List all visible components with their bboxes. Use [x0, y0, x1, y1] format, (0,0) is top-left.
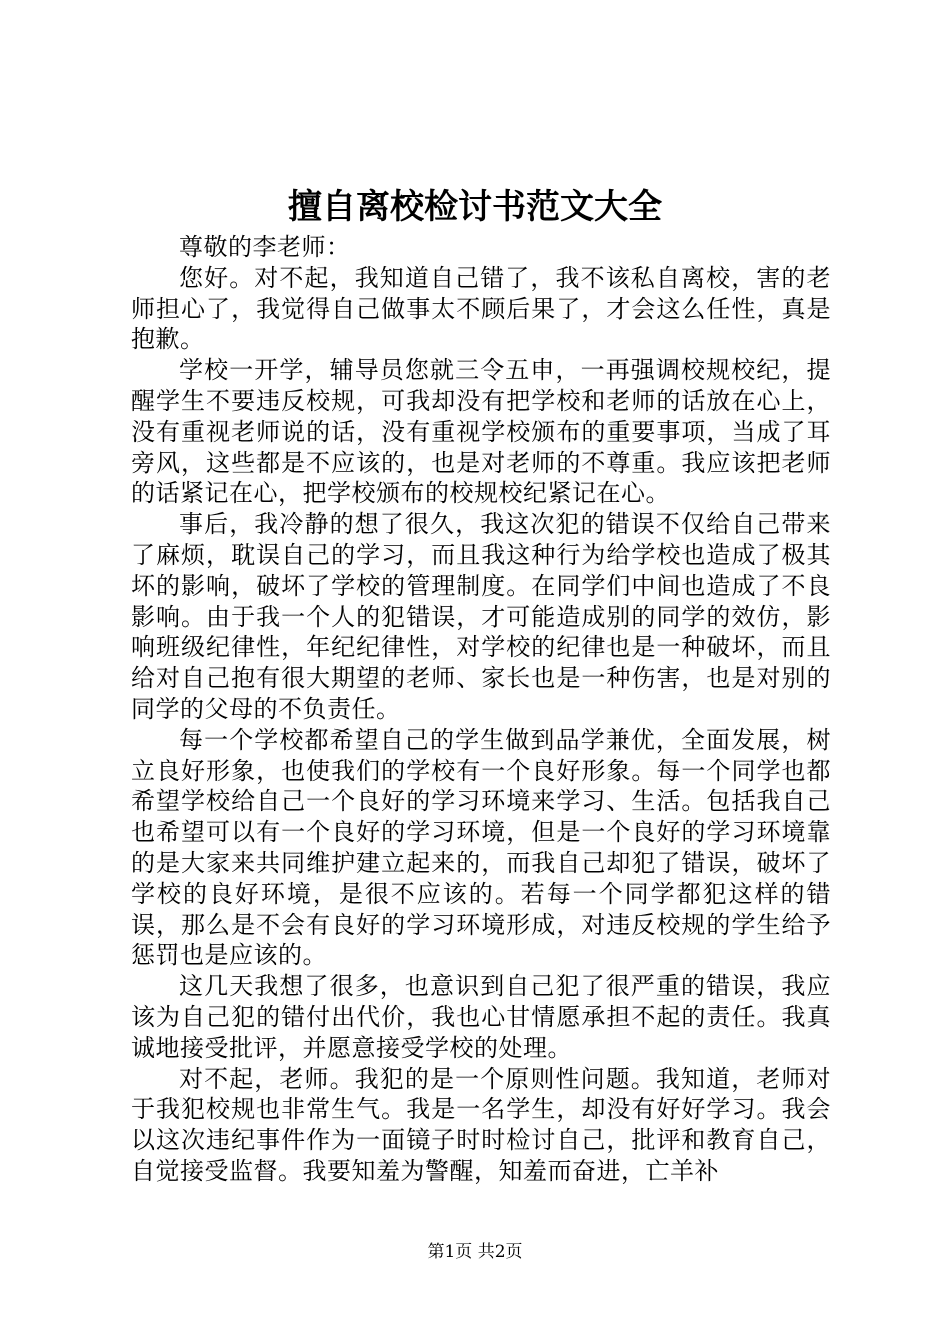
paragraph: 每一个学校都希望自己的学生做到品学兼优，全面发展，树立良好形象，也使我们的学校有一个良好形象。每一个同学也都希望学校给自己一个良好的学习环境来学习、生活。包括我自己也希望可以有一个良好的学习环境，但是一个良好的学习环境靠的是大家来共同维护建立起来的，而我自己却犯了错误，破坏了学校的良好环境，是很不应该的。若每一个同学都犯这样的错误，那么是不会有良好的学习环境形成，对违反校规的学生给予惩罚也是应该的。: [131, 725, 831, 970]
paragraph: 这几天我想了很多，也意识到自己犯了很严重的错误，我应该为自己犯的错付出代价，我也心甘情愿承担不起的责任。我真诚地接受批评，并愿意接受学校的处理。: [131, 972, 831, 1062]
salutation: 尊敬的李老师：: [179, 233, 351, 261]
page-number-footer: 第1页 共2页: [427, 1242, 523, 1262]
paragraph: 学校一开学，辅导员您就三令五申，一再强调校规校纪，提醒学生不要违反校规，可我却没有把学校和老师的话放在心上，没有重视老师说的话，没有重视学校颁布的重要事项，当成了耳旁风，这些都是不应该的，也是对老师的不尊重。我应该把老师的话紧记在心，把学校颁布的校规校纪紧记在心。: [131, 356, 831, 508]
document-body: [131, 232, 831, 1187]
paragraph: 对不起，老师。我犯的是一个原则性问题。我知道，老师对于我犯校规也非常生气。我是一名学生，却没有好好学习。我会以这次违纪事件作为一面镜子时时检讨自己，批评和教育自己，自觉接受监督。我要知羞为警醒，知羞而奋进，亡羊补: [131, 1064, 831, 1185]
page-title: 擅自离校检讨书范文大全: [288, 187, 662, 227]
paragraph: 您好。对不起，我知道自己错了，我不该私自离校，害的老师担心了，我觉得自己做事太不顾后果了，才会这么任性，真是抱歉。: [131, 263, 831, 354]
paragraph: 事后，我冷静的想了很久，我这次犯的错误不仅给自己带来了麻烦，耽误自己的学习，而且我这种行为给学校也造成了极其坏的影响，破坏了学校的管理制度。在同学们中间也造成了不良影响。由于我一个人的犯错误，才可能造成别的同学的效仿，影响班级纪律性，年纪纪律性，对学校的纪律也是一种破坏，而且给对自己抱有很大期望的老师、家长也是一种伤害，也是对别的同学的父母的不负责任。: [131, 510, 831, 723]
